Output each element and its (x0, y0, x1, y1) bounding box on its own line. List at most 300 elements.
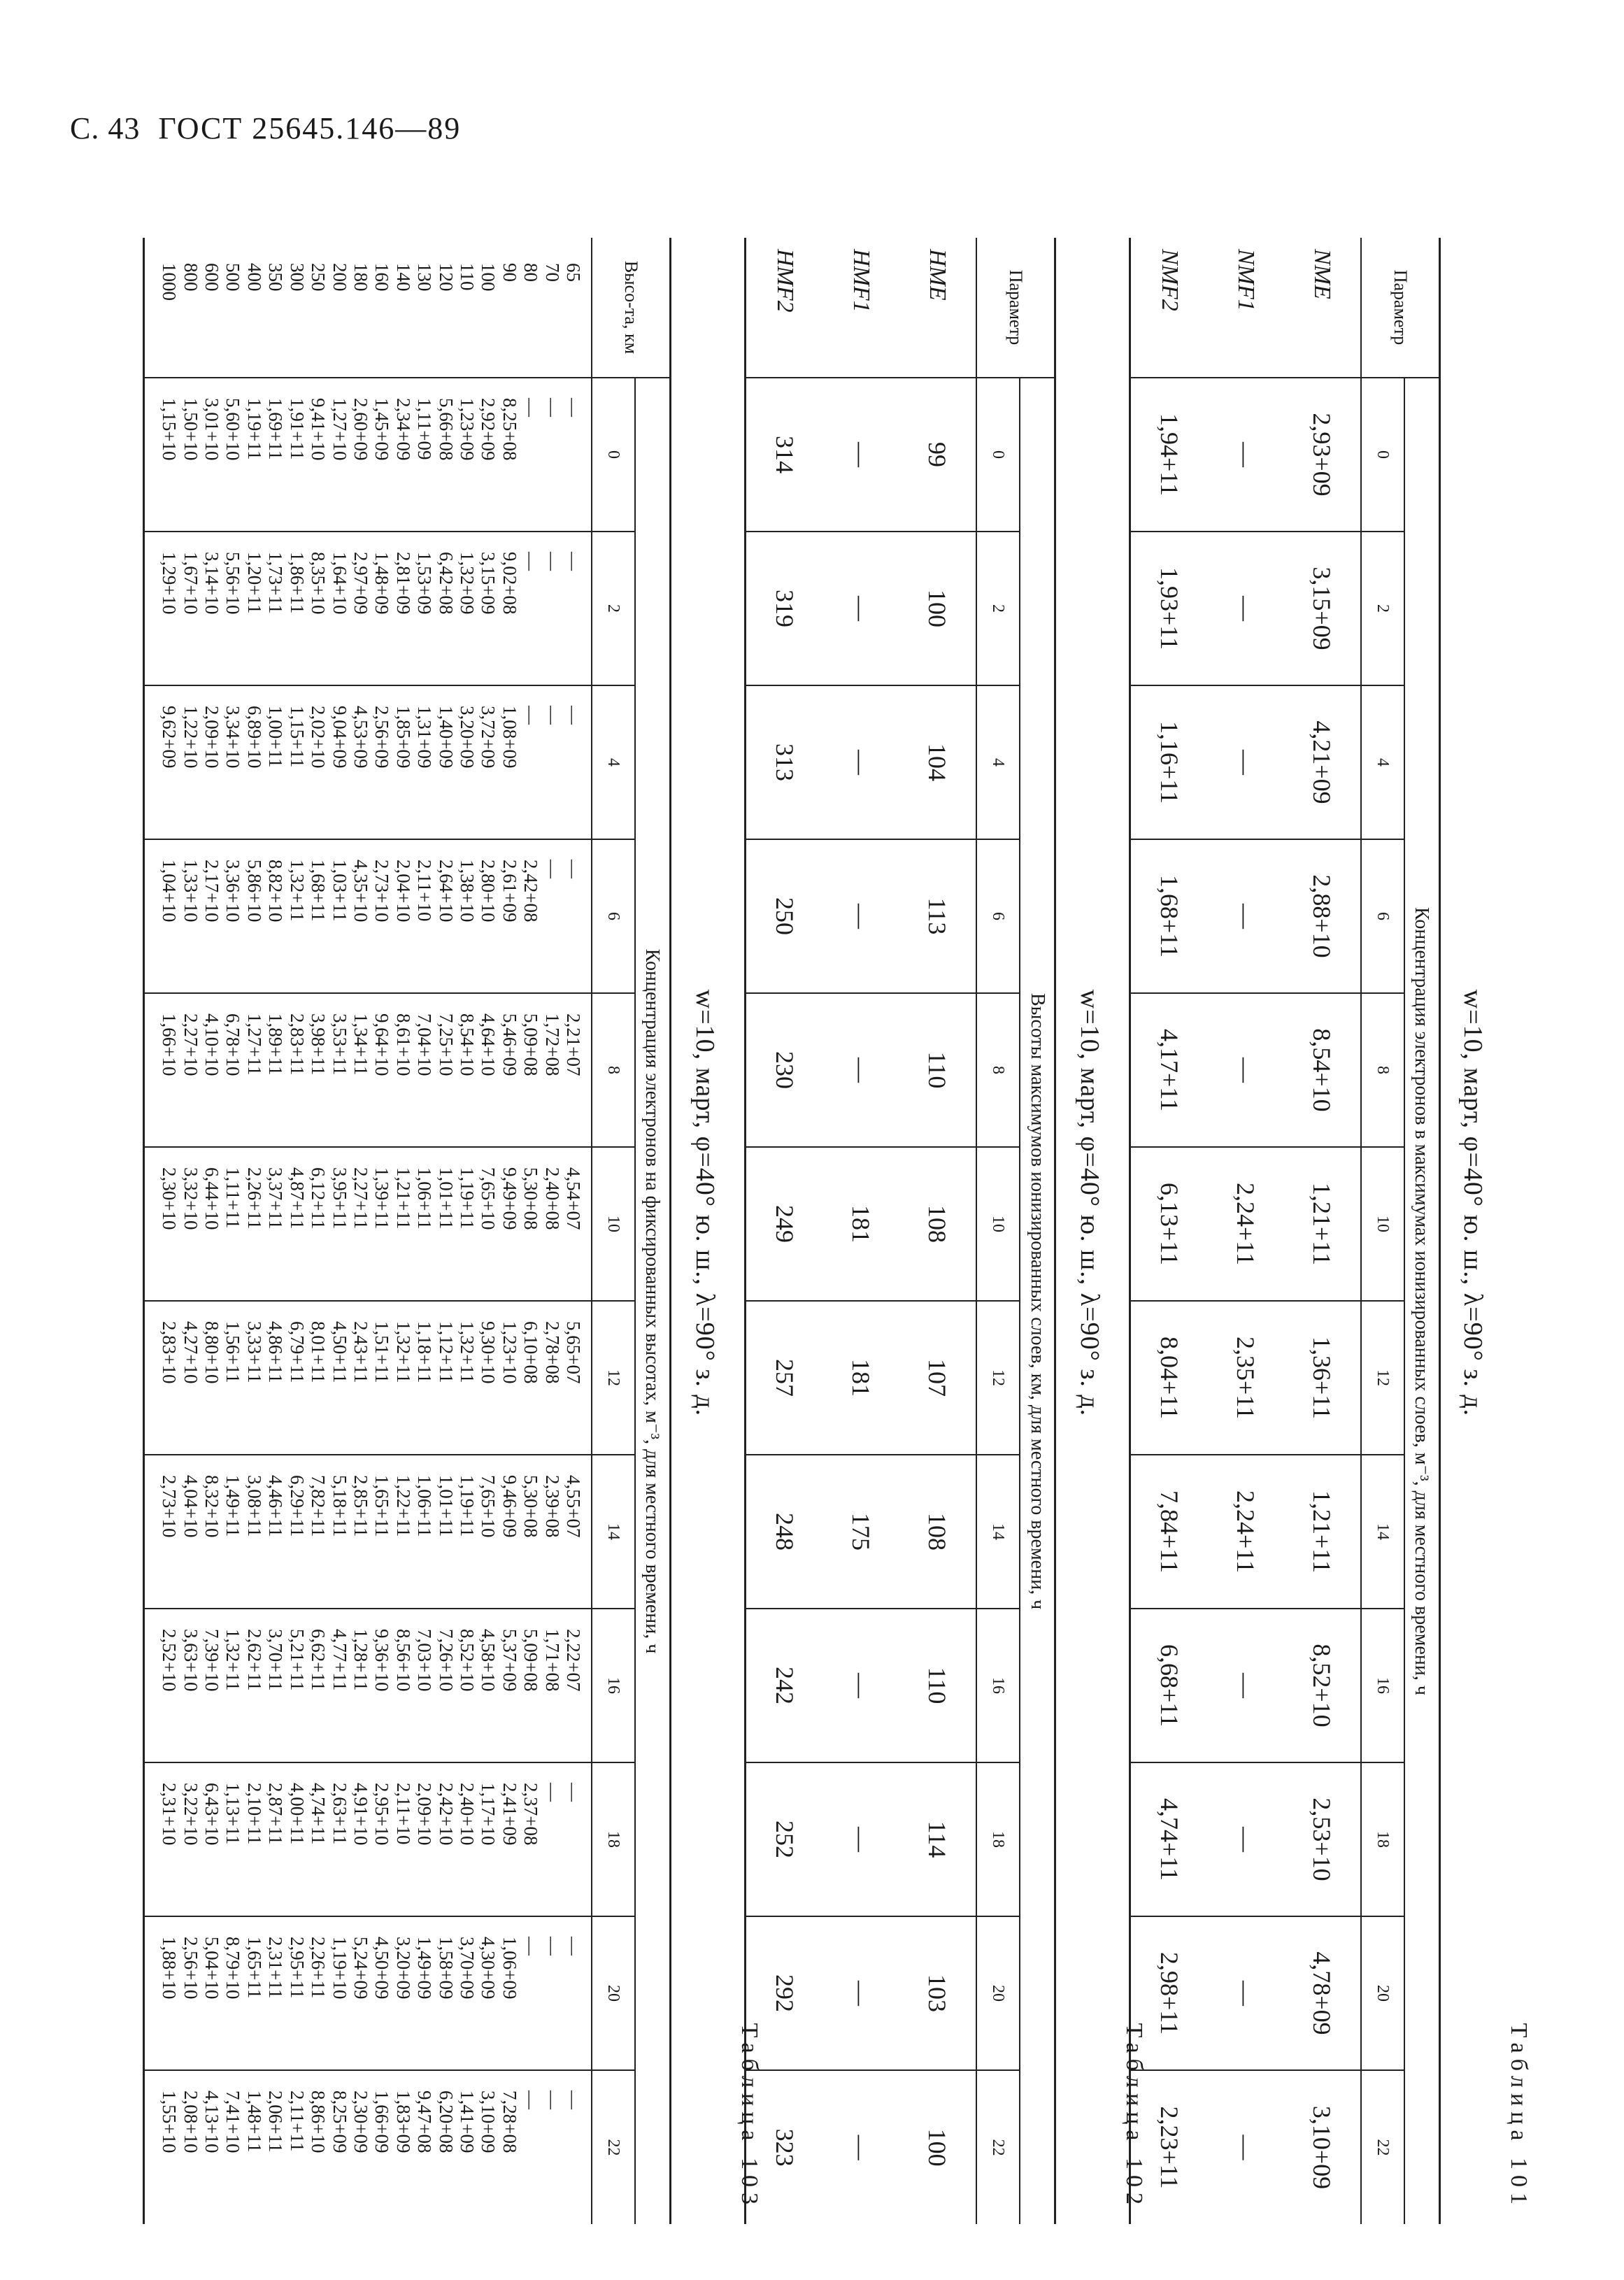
value-cell: 1,66+10 (159, 1013, 180, 1076)
value-cell: 1,48+11 (243, 2090, 265, 2153)
value-cell: 4,50+09 (371, 1937, 393, 2000)
height-value: 250 (308, 263, 329, 292)
value-cell: 2,11+11 (286, 2090, 308, 2152)
value-cell: 1,66+09 (371, 2090, 393, 2153)
cell-nmf2-0: 1,94+11 (1130, 378, 1207, 532)
hour-header-6: 6 (1361, 839, 1404, 993)
cell-nmf1-4: — (1207, 685, 1284, 839)
cell-hmf2-22: 323 (746, 2070, 822, 2224)
cell-hmf2-16: 242 (746, 1609, 822, 1762)
value-cell: 6,12+11 (308, 1167, 329, 1230)
cell-nmf1-6: — (1207, 839, 1284, 993)
hour-header-0: 0 (1361, 378, 1404, 532)
hour-header-0: 0 (976, 378, 1020, 532)
column-title: Концентрация электронов в максимумах ионизированных слоев, м⁻³, для местного времени, ч (1404, 378, 1440, 2224)
value-cell: 2,40+10 (456, 1783, 478, 1846)
value-cell: 1,27+10 (329, 398, 350, 461)
cell-hme-4: 104 (899, 685, 976, 839)
rotated-content (14, 182, 1553, 2280)
value-cell: 1,15+11 (286, 706, 308, 768)
value-cell: 4,30+09 (478, 1937, 499, 2000)
value-cell: 2,40+08 (541, 1167, 563, 1230)
cell-nme-20: 4,78+09 (1284, 1916, 1361, 2070)
value-cell: 5,18+11 (329, 1475, 350, 1537)
value-cell: 9,46+09 (499, 1475, 520, 1538)
value-cell: 1,56+11 (222, 1321, 244, 1383)
value-cell: 2,26+11 (308, 1937, 329, 1999)
value-cell: — (563, 552, 584, 571)
value-cell: 2,30+09 (350, 2090, 371, 2153)
cell-nmf2-16: 6,68+11 (1130, 1609, 1207, 1762)
height-value: 110 (456, 263, 478, 291)
hours-row (976, 238, 1020, 2224)
value-cell: 5,65+07 (563, 1321, 584, 1384)
value-cell: 2,06+11 (265, 2090, 287, 2153)
value-cell: 5,04+10 (201, 1937, 223, 2000)
param-header: Параметр (1361, 238, 1440, 378)
value-cell: 9,64+10 (371, 1013, 393, 1076)
hour-header-8: 8 (1361, 993, 1404, 1147)
value-cell: 2,39+08 (541, 1475, 563, 1538)
table-103-condition: w=10, март, φ=40° ю. ш., λ=90° з. д. (690, 989, 720, 1417)
value-cell: 1,67+10 (180, 552, 201, 615)
value-cell: 3,72+09 (478, 706, 499, 769)
value-cell: 1,06+09 (499, 1937, 520, 2000)
value-cell: 2,80+10 (478, 860, 499, 922)
value-cell: 3,70+09 (456, 1937, 478, 2000)
hour-header-2: 2 (976, 532, 1020, 685)
value-cell: 4,35+10 (350, 860, 371, 922)
cell-hmf2-4: 313 (746, 685, 822, 839)
cell-hmf2-14: 248 (746, 1455, 822, 1609)
hour-header-8: 8 (976, 993, 1020, 1147)
value-cell: 3,22+10 (180, 1783, 201, 1846)
value-cell: 4,77+11 (329, 1629, 350, 1691)
value-cell: — (563, 860, 584, 878)
height-value: 1000 (159, 263, 180, 301)
value-cell: 8,61+10 (392, 1013, 414, 1076)
value-cell: 1,51+11 (371, 1321, 393, 1383)
value-cell: 8,01+11 (308, 1321, 329, 1383)
value-cell: 5,30+08 (520, 1167, 542, 1230)
value-cell: 9,62+09 (159, 706, 180, 769)
value-cell: 6,43+10 (201, 1783, 223, 1846)
column-hour-0 (144, 378, 592, 532)
value-cell: 1,11+09 (414, 398, 436, 460)
value-cell: 2,34+09 (392, 398, 414, 461)
hours-row (1361, 238, 1404, 2224)
cell-nmf1-18: — (1207, 1762, 1284, 1916)
standard-number: ГОСТ 25645.146—89 (158, 111, 462, 145)
value-cell: 5,09+08 (520, 1013, 542, 1076)
height-value: 800 (180, 263, 201, 292)
cell-nmf2-8: 4,17+11 (1130, 993, 1207, 1147)
value-cell: 2,02+10 (308, 706, 329, 769)
value-cell: 2,42+08 (520, 860, 542, 922)
height-value: 140 (392, 263, 414, 292)
cell-hme-0: 99 (899, 378, 976, 532)
value-cell: 1,12+11 (435, 1321, 457, 1383)
cell-hmf2-8: 230 (746, 993, 822, 1147)
column-title: Концентрация электронов на фиксированных высотах, м⁻³, для местного времени, ч (635, 378, 671, 2224)
value-cell: 7,03+10 (414, 1629, 436, 1692)
cell-nmf1-20: — (1207, 1916, 1284, 2070)
table-row (1207, 238, 1284, 2224)
value-cell: 2,21+07 (563, 1013, 584, 1076)
table-row (899, 238, 976, 2224)
value-cell: 3,37+11 (265, 1167, 287, 1230)
column-hour-22 (144, 2070, 592, 2224)
hour-header-20: 20 (976, 1916, 1020, 2070)
value-cell: 1,22+10 (180, 706, 201, 769)
hour-header-4: 4 (976, 685, 1020, 839)
value-cell: 6,44+10 (201, 1167, 223, 1230)
hour-header-14: 14 (592, 1455, 635, 1609)
value-cell: 2,95+11 (286, 1937, 308, 1999)
value-cell: 1,19+11 (456, 1475, 478, 1537)
value-cell: 4,53+09 (350, 706, 371, 769)
table-102-label: Таблица 102 (1121, 2023, 1147, 2210)
value-cell: 4,27+10 (180, 1321, 201, 1384)
param-hmf1: HMF1 (848, 249, 874, 313)
value-cell: 1,20+11 (243, 552, 265, 614)
value-cell: 1,23+10 (499, 1321, 520, 1384)
value-cell: 1,21+11 (392, 1167, 414, 1230)
hour-header-20: 20 (1361, 1916, 1404, 2070)
value-cell: 1,13+11 (222, 1783, 244, 1845)
value-cell: 2,09+10 (414, 1783, 436, 1846)
value-cell: 1,22+11 (392, 1475, 414, 1537)
value-cell: 7,41+10 (222, 2090, 244, 2153)
value-cell: — (520, 706, 542, 725)
height-value: 70 (541, 263, 563, 282)
hour-header-16: 16 (976, 1609, 1020, 1762)
value-cell: 8,80+10 (201, 1321, 223, 1384)
value-cell: 6,78+10 (222, 1013, 244, 1076)
hour-header-20: 20 (592, 1916, 635, 2070)
value-cell: 1,19+10 (329, 1937, 350, 2000)
value-cell: 4,55+07 (563, 1475, 584, 1538)
value-cell: 8,25+08 (499, 398, 520, 461)
cell-hmf2-20: 292 (746, 1916, 822, 2070)
value-cell: 2,27+10 (180, 1013, 201, 1076)
value-cell: 9,30+10 (478, 1321, 499, 1384)
column-hour-20 (144, 1916, 592, 2070)
cell-hmf1-22: — (822, 2070, 899, 2224)
cell-hme-12: 107 (899, 1301, 976, 1455)
value-cell: 1,01+11 (435, 1475, 457, 1537)
value-cell: 4,87+11 (286, 1167, 308, 1230)
column-title: Высоты максимумов ионизированных слоев, км, для местного времени, ч (1020, 378, 1055, 2224)
value-cell: 3,95+11 (329, 1167, 350, 1230)
cell-hmf2-12: 257 (746, 1301, 822, 1455)
value-cell: 2,10+11 (243, 1783, 265, 1845)
cell-hme-6: 113 (899, 839, 976, 993)
cell-nme-0: 2,93+09 (1284, 378, 1361, 532)
value-cell: 5,56+10 (222, 552, 244, 615)
hours-row (592, 238, 635, 2224)
hour-header-4: 4 (592, 685, 635, 839)
value-cell: 1,68+11 (308, 860, 329, 922)
page-header (70, 111, 461, 146)
value-cell: 3,20+09 (456, 706, 478, 769)
height-value: 180 (350, 263, 371, 292)
height-value: 200 (329, 263, 350, 292)
cell-nme-22: 3,10+09 (1284, 2070, 1361, 2224)
column-hour-16 (144, 1609, 592, 1762)
value-cell: 1,85+09 (392, 706, 414, 769)
value-cell: 1,27+11 (243, 1013, 265, 1076)
value-cell: 2,56+10 (180, 1937, 201, 2000)
cell-nmf1-10: 2,24+11 (1207, 1147, 1284, 1301)
cell-nmf1-12: 2,35+11 (1207, 1301, 1284, 1455)
value-cell: 2,61+09 (499, 860, 520, 922)
value-cell: 1,89+11 (265, 1013, 287, 1076)
cell-nmf2-2: 1,93+11 (1130, 532, 1207, 685)
value-cell: 1,83+09 (392, 2090, 414, 2153)
height-value: 130 (414, 263, 436, 292)
hour-header-18: 18 (1361, 1762, 1404, 1916)
cell-nme-12: 1,36+11 (1284, 1301, 1361, 1455)
param-nmf2: NMF2 (1156, 249, 1183, 311)
value-cell: 4,00+11 (286, 1783, 308, 1845)
value-cell: 7,39+10 (201, 1629, 223, 1692)
value-cell: 3,34+10 (222, 706, 244, 769)
cell-hme-18: 114 (899, 1762, 976, 1916)
value-cell: 7,65+10 (478, 1167, 499, 1230)
value-cell: 1,33+10 (180, 860, 201, 922)
param-hmf2: HMF2 (771, 249, 798, 313)
cell-hmf1-16: — (822, 1609, 899, 1762)
value-cell: — (541, 1783, 563, 1802)
cell-nmf2-10: 6,13+11 (1130, 1147, 1207, 1301)
height-value: 80 (520, 263, 542, 282)
value-cell: 1,88+10 (159, 1937, 180, 2000)
value-cell: 2,81+09 (392, 552, 414, 615)
cell-hmf1-6: — (822, 839, 899, 993)
height-value: 65 (563, 263, 584, 282)
value-cell: 1,19+11 (243, 398, 265, 460)
value-cell: 7,04+10 (414, 1013, 436, 1076)
value-cell: 1,28+11 (350, 1629, 371, 1691)
value-cell: 8,32+10 (201, 1475, 223, 1538)
value-cell: 4,04+10 (180, 1475, 201, 1538)
value-cell: 1,65+11 (371, 1475, 393, 1537)
cell-hmf2-2: 319 (746, 532, 822, 685)
value-cell: — (520, 398, 542, 417)
table-103-label: Таблица 103 (736, 2023, 762, 2210)
height-value: 500 (222, 263, 244, 292)
value-cell: 1,32+11 (392, 1321, 414, 1383)
value-cell: 1,06+11 (414, 1167, 436, 1230)
value-cell: — (541, 398, 563, 417)
value-cell: 1,41+09 (456, 2090, 478, 2153)
value-cell: 1,18+11 (414, 1321, 436, 1383)
value-cell: 2,64+10 (435, 860, 457, 922)
value-cell: 2,11+10 (392, 1783, 414, 1845)
value-cell: 8,56+10 (392, 1629, 414, 1692)
column-hour-4 (144, 685, 592, 839)
cell-hme-8: 110 (899, 993, 976, 1147)
value-cell: 2,73+10 (371, 860, 393, 922)
table-101-label: Таблица 101 (1506, 2023, 1532, 2210)
value-cell: 2,22+07 (563, 1629, 584, 1692)
value-cell: 1,23+09 (456, 398, 478, 461)
hour-header-12: 12 (976, 1301, 1020, 1455)
column-hour-18 (144, 1762, 592, 1916)
value-cell: 3,53+11 (329, 1013, 350, 1076)
cell-nmf1-2: — (1207, 532, 1284, 685)
cell-nme-6: 2,88+10 (1284, 839, 1361, 993)
value-cell: 1,49+09 (414, 1937, 436, 2000)
value-cell: 8,86+10 (308, 2090, 329, 2153)
hour-header-4: 4 (1361, 685, 1404, 839)
column-hour-10 (144, 1147, 592, 1301)
hour-header-6: 6 (592, 839, 635, 993)
data-row (144, 238, 592, 2224)
hour-header-2: 2 (1361, 532, 1404, 685)
value-cell: 7,82+11 (308, 1475, 329, 1537)
value-cell: 3,20+09 (392, 1937, 414, 2000)
value-cell: 1,32+11 (222, 1629, 244, 1691)
value-cell: 3,15+09 (478, 552, 499, 615)
value-cell: 6,42+08 (435, 552, 457, 615)
value-cell: 2,42+10 (435, 1783, 457, 1846)
value-cell: 1,34+11 (350, 1013, 371, 1076)
height-value: 350 (265, 263, 287, 292)
value-cell: 3,33+11 (243, 1321, 265, 1383)
cell-hmf1-8: — (822, 993, 899, 1147)
table-102 (745, 238, 1057, 2224)
value-cell: 1,55+10 (159, 2090, 180, 2153)
value-cell: 1,64+10 (329, 552, 350, 615)
cell-nme-18: 2,53+10 (1284, 1762, 1361, 1916)
value-cell: 1,17+10 (478, 1783, 499, 1846)
cell-nmf2-20: 2,98+11 (1130, 1916, 1207, 2070)
value-cell: 2,37+08 (520, 1783, 542, 1846)
value-cell: 1,69+11 (265, 398, 287, 460)
value-cell: 3,01+10 (201, 398, 223, 461)
value-cell: 1,11+11 (222, 1167, 244, 1229)
value-cell: 3,10+09 (478, 2090, 499, 2153)
value-cell: 1,38+10 (456, 860, 478, 922)
value-cell: 2,83+10 (159, 1321, 180, 1384)
value-cell: 2,04+10 (392, 860, 414, 922)
value-cell: 2,27+11 (350, 1167, 371, 1230)
cell-hmf1-4: — (822, 685, 899, 839)
hour-header-10: 10 (1361, 1147, 1404, 1301)
cell-hmf1-20: — (822, 1916, 899, 2070)
hour-header-12: 12 (592, 1301, 635, 1455)
value-cell: 8,35+10 (308, 552, 329, 615)
value-cell: 5,46+09 (499, 1013, 520, 1076)
hour-header-10: 10 (976, 1147, 1020, 1301)
column-hour-8 (144, 993, 592, 1147)
column-hour-2 (144, 532, 592, 685)
value-cell: 2,26+11 (243, 1167, 265, 1230)
cell-nme-2: 3,15+09 (1284, 532, 1361, 685)
value-cell: 2,97+09 (350, 552, 371, 615)
value-cell: — (563, 1937, 584, 1955)
param-nme: NME (1309, 249, 1336, 299)
value-cell: 6,20+08 (435, 2090, 457, 2153)
value-cell: — (520, 1937, 542, 1955)
value-cell: 1,04+10 (159, 860, 180, 922)
height-header: Высо-та, км (592, 238, 671, 378)
value-cell: 2,43+11 (350, 1321, 371, 1383)
value-cell: 9,49+09 (499, 1167, 520, 1230)
cell-hmf1-18: — (822, 1762, 899, 1916)
value-cell: 1,71+08 (541, 1629, 563, 1692)
cell-nme-16: 8,52+10 (1284, 1609, 1361, 1762)
value-cell: 4,86+11 (265, 1321, 287, 1383)
value-cell: 1,45+09 (371, 398, 393, 461)
value-cell: 4,13+10 (201, 2090, 223, 2153)
cell-hme-22: 100 (899, 2070, 976, 2224)
value-cell: 2,30+10 (159, 1167, 180, 1230)
cell-hmf1-2: — (822, 532, 899, 685)
value-cell: 2,52+10 (159, 1629, 180, 1692)
value-cell: — (541, 860, 563, 878)
value-cell: 8,25+09 (329, 2090, 350, 2153)
cell-nmf2-22: 2,23+11 (1130, 2070, 1207, 2224)
value-cell: 3,14+10 (201, 552, 223, 615)
value-cell: 2,87+11 (265, 1783, 287, 1845)
height-value: 300 (286, 263, 308, 292)
value-cell: 4,58+10 (478, 1629, 499, 1692)
value-cell: 2,56+09 (371, 706, 393, 769)
value-cell: 1,03+11 (329, 860, 350, 922)
hour-header-8: 8 (592, 993, 635, 1147)
value-cell: 5,24+09 (350, 1937, 371, 2000)
value-cell: 5,66+08 (435, 398, 457, 461)
value-cell: 1,01+11 (435, 1167, 457, 1230)
value-cell: 1,91+11 (286, 398, 308, 460)
table-101 (1130, 238, 1441, 2224)
value-cell: 3,98+11 (308, 1013, 329, 1076)
value-cell: 2,83+11 (286, 1013, 308, 1076)
value-cell: 1,48+09 (371, 552, 393, 615)
value-cell: 4,10+10 (201, 1013, 223, 1076)
value-cell: 1,08+09 (499, 706, 520, 769)
value-cell: — (541, 552, 563, 571)
hour-header-22: 22 (1361, 2070, 1404, 2224)
value-cell: 5,21+11 (286, 1629, 308, 1691)
cell-nme-8: 8,54+10 (1284, 993, 1361, 1147)
value-cell: 1,58+09 (435, 1937, 457, 2000)
value-cell: 9,02+08 (499, 552, 520, 615)
hour-header-22: 22 (976, 2070, 1020, 2224)
value-cell: — (520, 2090, 542, 2109)
value-cell: 7,26+10 (435, 1629, 457, 1692)
value-cell: 3,36+10 (222, 860, 244, 922)
value-cell: 1,72+08 (541, 1013, 563, 1076)
value-cell: 2,08+10 (180, 2090, 201, 2153)
value-cell: 4,46+11 (265, 1475, 287, 1537)
cell-hmf2-6: 250 (746, 839, 822, 993)
cell-nmf2-18: 4,74+11 (1130, 1762, 1207, 1916)
page-number: С. 43 (70, 111, 141, 145)
value-cell: 1,40+09 (435, 706, 457, 769)
value-cell: 2,85+11 (350, 1475, 371, 1537)
value-cell: 2,73+10 (159, 1475, 180, 1538)
cell-nmf1-22: — (1207, 2070, 1284, 2224)
height-value: 400 (243, 263, 265, 292)
hour-header-14: 14 (976, 1455, 1020, 1609)
cell-hmf1-10: 181 (822, 1147, 899, 1301)
height-value: 100 (478, 263, 499, 292)
table-102-condition: w=10, март, φ=40° ю. ш., λ=90° з. д. (1075, 989, 1104, 1417)
